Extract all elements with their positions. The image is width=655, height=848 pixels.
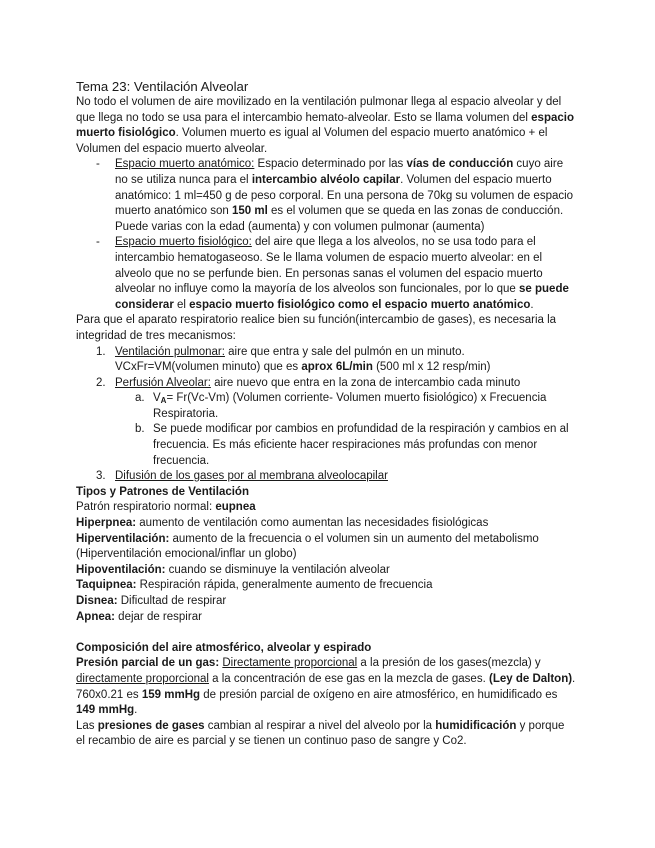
document-body xyxy=(76,78,576,750)
patterns-heading: Tipos y Patrones de Ventilación xyxy=(76,485,249,498)
pattern-taquipnea: Taquipnea: Respiración rápida, generalmente aumento de frecuencia xyxy=(76,579,433,592)
list-item-perfusion: 2. Perfusión Alveolar: aire nuevo que entra en la zona de intercambio cada minuto a. $V_A= Fr(Vc-Vm)$ (Volumen corriente- Volumen muerto fisiológico) x Frecuencia Respiratoria. b. Se puede modificar por cambios en profundidad de la respiración y cambios en al frecuencia. Es más eficiente hacer respiraciones más profundas con menor frecuencia. xyxy=(115,376,576,470)
mechanisms-list xyxy=(76,345,576,485)
list-item-physiologic-dead-space: - Espacio muerto fisiológico: del aire que llega a los alveolos, no se usa todo para el intercambio hematogaseoso. Se le llama volumen de espacio muerto alveolar: en el alveolo que no se perfunde bien. En personas sanas el volumen del espacio muerto alveolar no influye como la mayoría de los alveolos son funcionales, por lo que se puede considerar el espacio muerto fisiológico como el espacio muerto anatómico. xyxy=(115,235,576,313)
sublist-item-va-formula: a. $V_A= Fr(Vc-Vm)$ (Volumen corriente- Volumen muerto fisiológico) x Frecuencia Respiratoria. xyxy=(135,392,547,420)
pattern-hiperpnea: Hiperpnea: aumento de ventilación como aumentan las necesidades fisiológicas xyxy=(76,517,489,530)
pattern-hipoventilacion: Hipoventilación: cuando se disminuye la ventilación alveolar xyxy=(76,563,390,576)
mechanisms-intro: Para que el aparato respiratorio realice bien su función(intercambio de gases), es necesaria la integridad de tres mecanismos: xyxy=(76,314,557,342)
gas-pressures-paragraph: Las presiones de gases cambian al respirar a nivel del alveolo por la humidificación y porque el recambio de aire es parcial y se tienen un continuo paso de sangre y Co2. xyxy=(76,719,565,748)
composition-heading: Composición del aire atmosférico, alveolar y espirado xyxy=(76,641,372,654)
pattern-apnea: Apnea: dejar de respirar xyxy=(76,610,202,623)
list-item-diffusion: 3. Difusión de los gases por al membrana alveolocapilar xyxy=(96,470,388,483)
pattern-disnea: Disnea: Dificultad de respirar xyxy=(76,595,227,607)
list-item-anatomic-dead-space: - Espacio muerto anatómico: Espacio determinado por las vías de conducción cuyo aire no se utiliza nunca para el intercambio alvéolo capilar. Volumen del espacio muerto anatómico: 1 ml=450 g de peso corporal. En una persona de 70kg su volumen de espacio muerto anatómico son 150 ml es el volumen que se queda en las zonas de conducción. Puede varias con la edad (aumenta) y con volumen pulmonar (aumenta) xyxy=(115,157,576,235)
section-spacer xyxy=(76,625,576,641)
partial-pressure-paragraph: Presión parcial de un gas: Directamente proporcional a la presión de los gases(mezcla) y directamente proporcional a la concentración de ese gas en la mezcla de gases. (Ley de Dalton). 760x0.21 es 159 mmHg de presión parcial de oxígeno en aire atmosférico, en humidificado es 149 mmHg. xyxy=(76,657,576,717)
intro-paragraph: No todo el volumen de aire movilizado en la ventilación pulmonar llega al espacio alveolar y del que llega no todo se usa para el intercambio hemato-alveolar. Esto se llama volumen del espacio muerto fisiológico. Volumen muerto es igual al Volumen del espacio muerto anatómico + el Volumen del espacio muerto alveolar. xyxy=(76,96,574,155)
perfusion-sublist xyxy=(115,391,576,469)
normal-pattern: Patrón respiratorio normal: eupnea xyxy=(76,501,256,514)
pattern-hiperventilacion: Hiperventilación: aumento de la frecuencia o el volumen sin un aumento del metabolismo (Hiperventilación emocional/inflar un globo) xyxy=(76,532,539,561)
page-title: Tema 23: Ventilación Alveolar xyxy=(76,79,249,94)
dead-space-list xyxy=(76,157,576,313)
list-item-ventilation: 1. Ventilación pulmonar: aire que entra y sale del pulmón en un minuto. VCxFr=VM(volumen minuto) que es aprox 6L/min (500 ml x 12 resp/min) xyxy=(96,345,491,374)
sublist-item-modification: b. Se puede modificar por cambios en profundidad de la respiración y cambios en al frecuencia. Es más eficiente hacer respiraciones más profundas con menor frecuencia. xyxy=(135,423,569,467)
